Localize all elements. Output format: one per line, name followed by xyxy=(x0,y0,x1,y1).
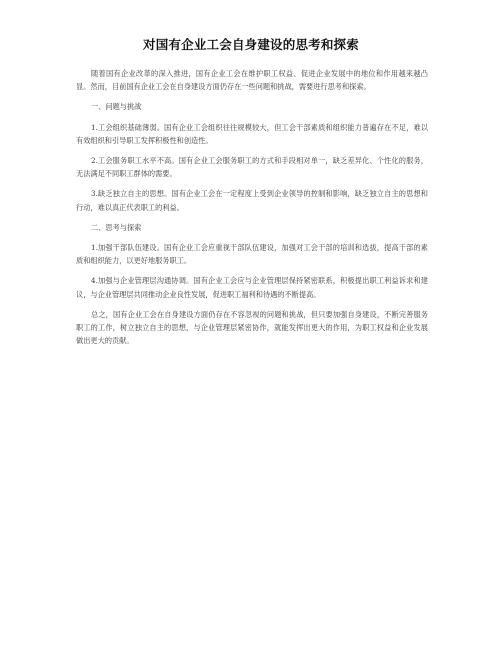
exploration-item-4: 4.加强与企业管理层沟通协调。国有企业工会应与企业管理层保持紧密联系，积极提出职工利益诉求和建议，与企业管理层共同推动企业良性发展，促进职工福利和待遇的不断提高。 xyxy=(76,276,428,299)
problem-item-1: 1.工会组织基础薄弱。国有企业工会组织往往规模较大，但工会干部素质和组织能力普遍存在不足，难以有效组织和引导职工发挥积极性和创造性。 xyxy=(76,122,428,145)
problem-item-3: 3.缺乏独立自主的思想。国有企业工会在一定程度上受到企业领导的控制和影响，缺乏独立自主的思想和行动，难以真正代表职工的利益。 xyxy=(76,189,428,212)
document-body xyxy=(76,67,428,354)
exploration-item-1: 1.加强干部队伍建设。国有企业工会应重视干部队伍建设，加强对工会干部的培训和选拔，提高干部的素质和组织能力，以更好地服务职工。 xyxy=(76,243,428,266)
problem-item-2: 2.工会服务职工水平不高。国有企业工会服务职工的方式和手段相对单一，缺乏差异化、个性化的服务，无法满足不同职工群体的需要。 xyxy=(76,156,428,179)
conclusion-paragraph: 总之，国有企业工会在自身建设方面仍存在不容忽视的问题和挑战，但只要加强自身建设，不断完善服务职工的工作，树立独立自主的思想，与企业管理层紧密协作，就能发挥出更大的作用，为职工权益和企业发展做出更大的贡献。 xyxy=(76,309,428,346)
section-heading-problems: 一、问题与挑战 xyxy=(91,102,142,112)
intro-paragraph: 随着国有企业改革的深入推进，国有企业工会在维护职工权益、促进企业发展中的地位和作用越来越凸显。然而，目前国有企业工会在自身建设方面仍存在一些问题和挑战，需要进行思考和探索。 xyxy=(76,69,428,92)
document-title: 对国有企业工会自身建设的思考和探索 xyxy=(143,37,359,52)
section-heading-exploration: 二、思考与探索 xyxy=(91,222,142,232)
